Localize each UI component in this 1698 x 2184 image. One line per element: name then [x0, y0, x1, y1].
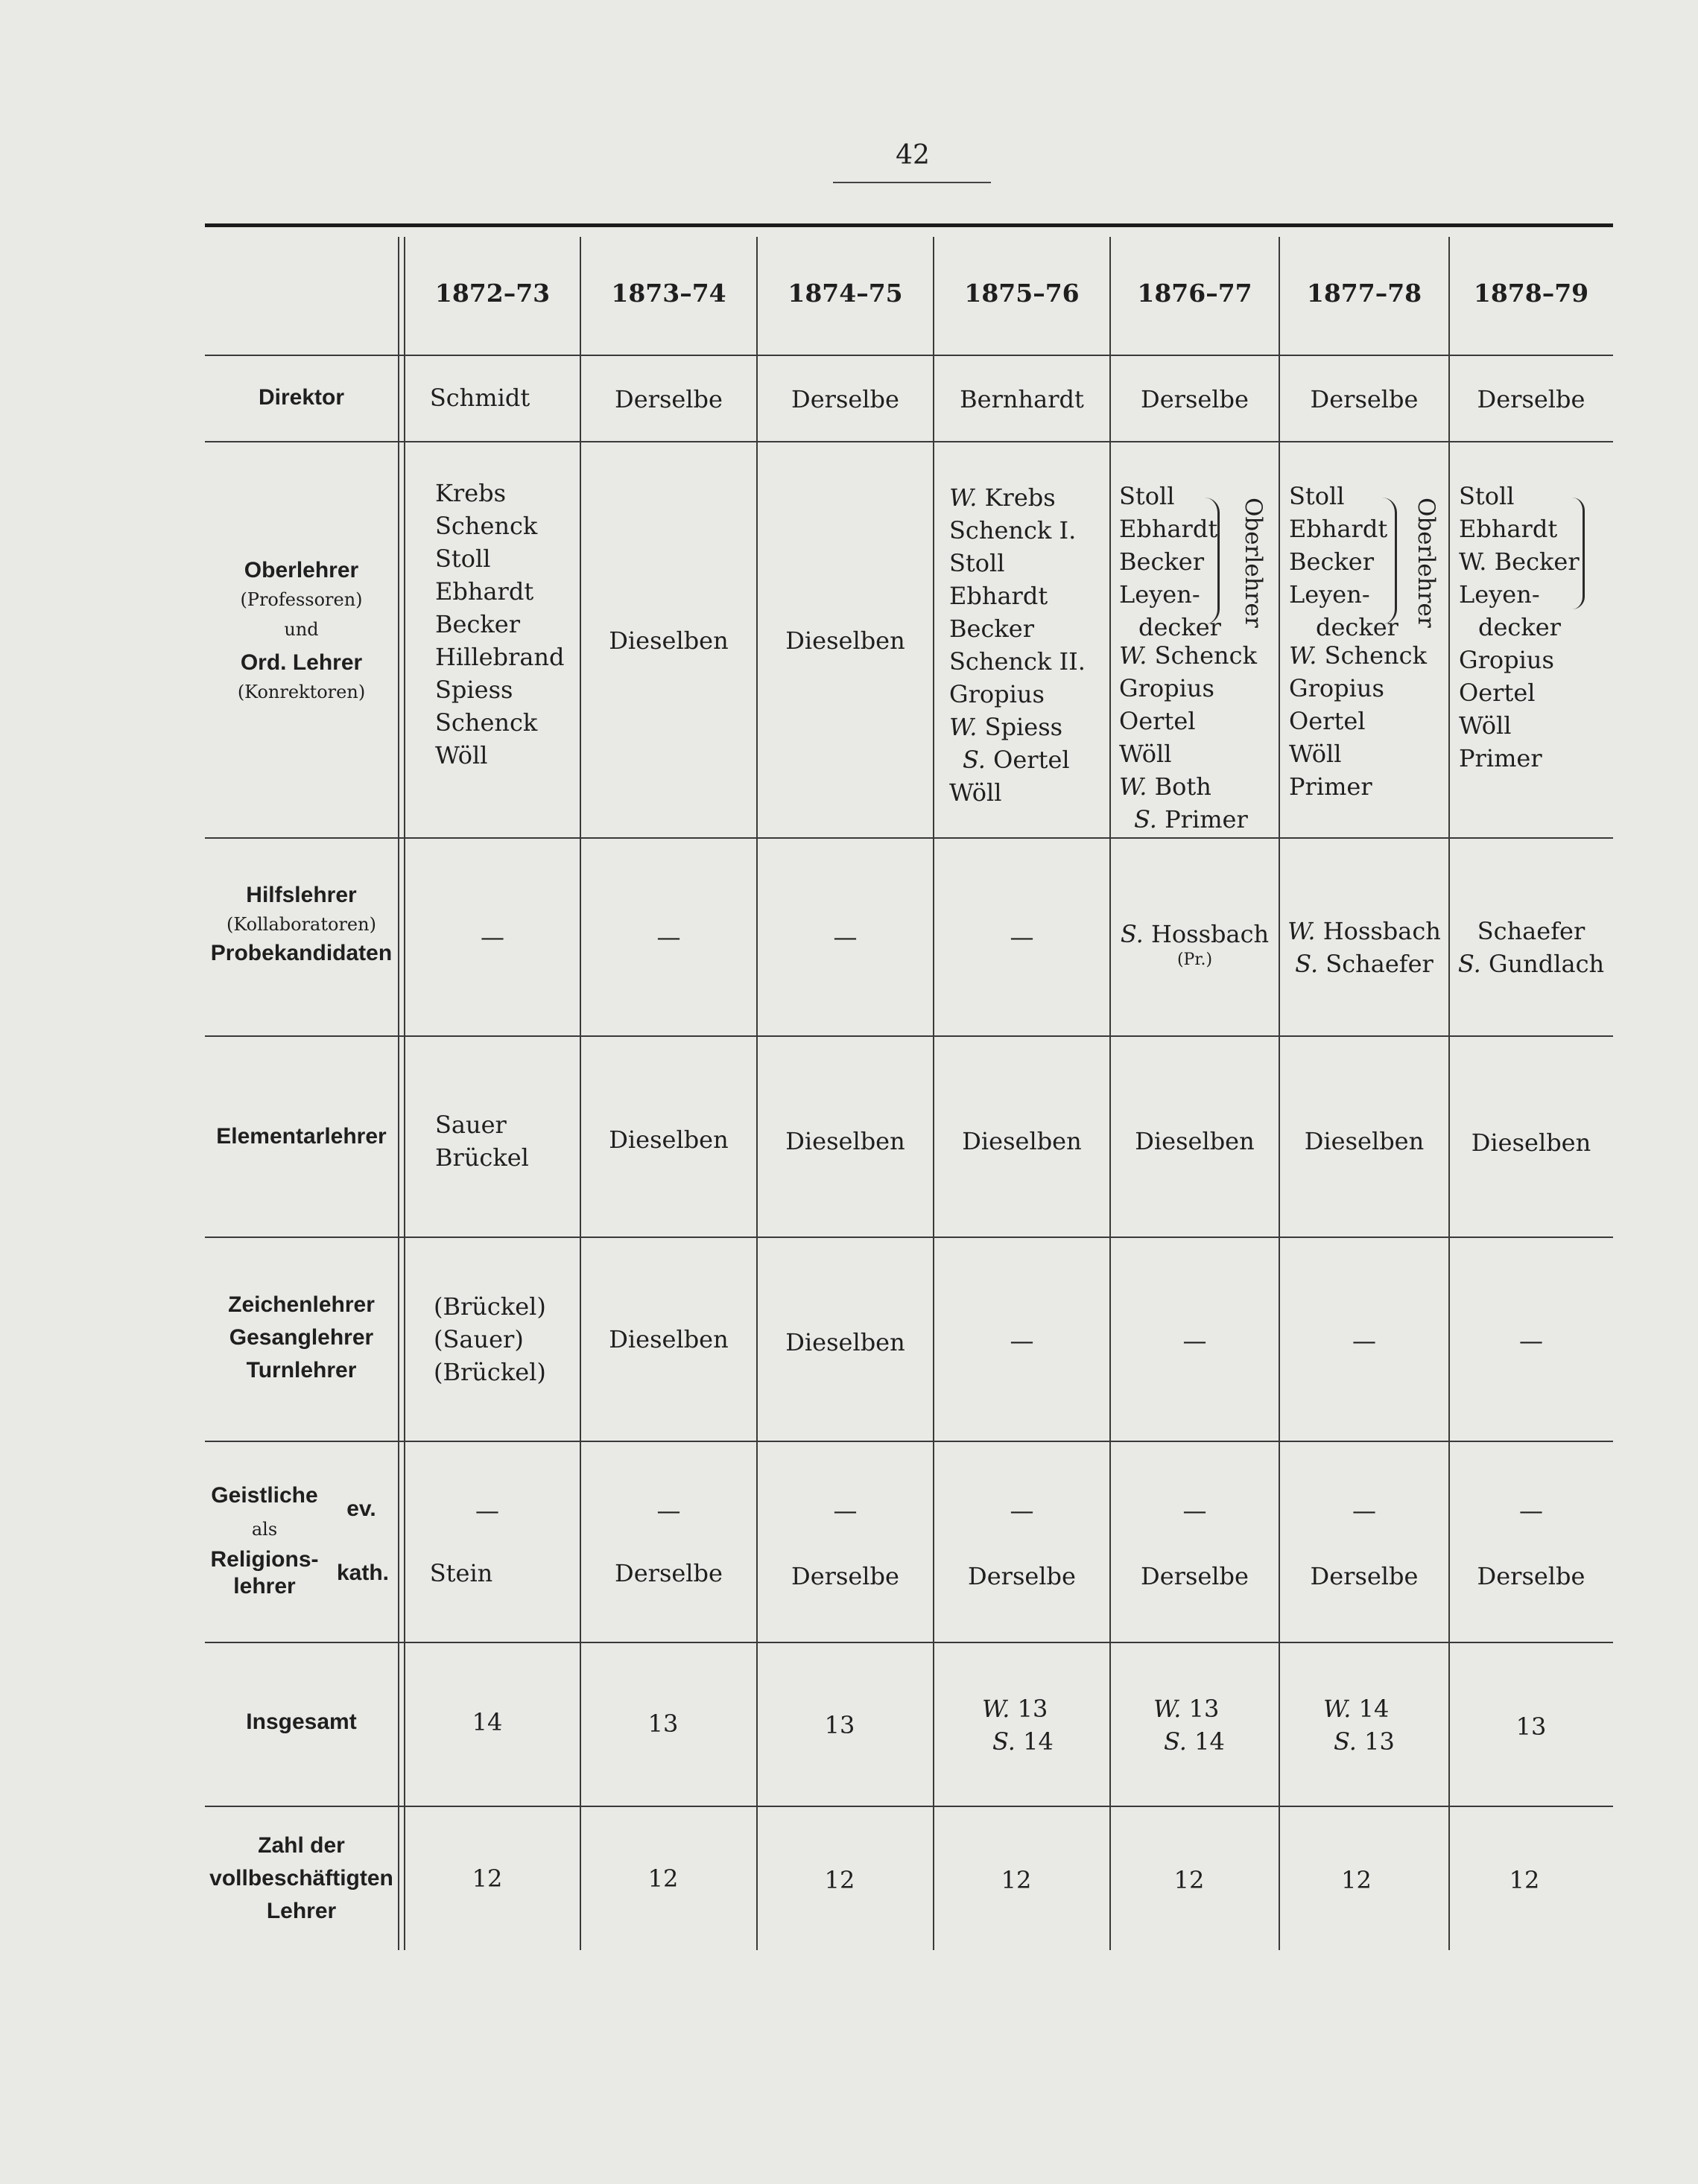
hilfslehrer-name: Schaefer	[1477, 917, 1585, 945]
column-divider	[933, 237, 934, 1950]
teacher-name: Ebhardt	[1459, 515, 1558, 543]
geistliche-ev-1875: —	[1010, 1496, 1034, 1525]
label-turnlehrer: Turnlehrer	[246, 1358, 357, 1383]
elementarlehrer-cell-1877: Dieselben	[1304, 1127, 1425, 1155]
hilfslehrer-cell-1872: —	[481, 923, 504, 951]
elementarlehrer-cell-1878: Dieselben	[1471, 1128, 1591, 1157]
year-header: 1875–76	[964, 279, 1080, 308]
oberlehrer-vertical-label-1877: Oberlehrer	[1413, 498, 1439, 628]
insgesamt-1874: 13	[824, 1711, 855, 1739]
geistliche-ev-1872: —	[475, 1496, 499, 1525]
label-lehrer: lehrer	[233, 1574, 296, 1599]
label-konrektoren: (Konrektoren)	[237, 682, 366, 702]
teacher-name: Primer	[1459, 744, 1542, 772]
teacher-name: decker	[1316, 613, 1398, 641]
teacher-name: Hillebrand	[435, 643, 565, 671]
year-header: 1877–78	[1306, 279, 1422, 308]
direktor-cell: Derselbe	[615, 385, 723, 413]
teacher-name: Oertel	[1289, 707, 1366, 735]
teacher-name: Oertel	[1119, 707, 1196, 735]
label-oberlehrer: Oberlehrer	[244, 558, 359, 582]
column-divider	[404, 237, 405, 1950]
teacher-name: decker	[1138, 613, 1221, 641]
teacher-name: Becker	[435, 610, 520, 638]
elementarlehrer-list-1872	[435, 1108, 529, 1174]
geistliche-ev-1873: —	[656, 1496, 681, 1525]
teacher-surname: Hossbach	[1151, 920, 1270, 948]
teacher-surname: Both	[1154, 772, 1211, 801]
count: 13	[1188, 1695, 1220, 1723]
oberlehrer-list-1878	[1459, 480, 1580, 775]
vollbeschaeftigt-1877: 12	[1341, 1866, 1372, 1894]
teacher-name: Wöll	[1119, 740, 1172, 768]
page-number-rule	[833, 182, 991, 183]
brace-1876	[1204, 498, 1220, 624]
insgesamt-1877	[1323, 1692, 1395, 1758]
teacher-name: Leyen-	[1459, 580, 1540, 609]
year-header: 1874–75	[788, 279, 903, 308]
oberlehrer-cell-1874: Dieselben	[785, 626, 905, 655]
label-lehrer: Lehrer	[266, 1899, 337, 1923]
teacher-surname: Schenck	[1324, 641, 1427, 670]
teacher-name: Stoll	[1289, 482, 1345, 510]
zeichenlehrer-cell-1878: —	[1519, 1327, 1543, 1355]
geistliche-kath-1873: Derselbe	[615, 1559, 723, 1587]
teacher-name: Ebhardt	[1119, 515, 1218, 543]
teacher-name: Becker	[1119, 547, 1204, 576]
column-divider	[1448, 237, 1450, 1950]
label-vollbeschaeftigten: vollbeschäftigten	[209, 1866, 393, 1891]
hilfslehrer-cell-1873: —	[656, 923, 681, 951]
label-hilfslehrer: Hilfslehrer	[246, 883, 357, 907]
geistliche-kath-1875: Derselbe	[968, 1562, 1076, 1590]
row-divider	[205, 1441, 1613, 1442]
teacher-name: Gropius	[1119, 674, 1214, 702]
column-divider	[398, 237, 399, 1950]
zeichenlehrer-list-1872	[434, 1290, 546, 1388]
hilfslehrer-name	[1280, 947, 1448, 980]
hilfslehrer-cell-1877	[1280, 915, 1448, 980]
teacher-name: (Brückel)	[434, 1358, 546, 1386]
teacher-name	[1119, 803, 1257, 836]
teacher-name: Schenck	[435, 708, 538, 737]
label-und: und	[284, 619, 319, 640]
label-professoren: (Professoren)	[240, 589, 363, 610]
teacher-name: Ebhardt	[435, 577, 534, 606]
label-geistliche: Geistliche	[211, 1483, 318, 1508]
teacher-name: Stoll	[949, 549, 1005, 577]
hilfslehrer-cell-1878	[1450, 915, 1612, 980]
geistliche-kath-1877: Derselbe	[1310, 1562, 1419, 1590]
row-label-oberlehrer	[205, 554, 398, 705]
column-divider	[1109, 237, 1111, 1950]
teacher-surname: Krebs	[984, 483, 1056, 512]
insgesamt-summer	[982, 1725, 1054, 1758]
semester-prefix: S.	[1334, 1727, 1357, 1756]
insgesamt-winter	[1153, 1692, 1225, 1725]
insgesamt-1878: 13	[1515, 1712, 1547, 1741]
teacher-name	[1289, 639, 1427, 672]
teacher-surname: Primer	[1165, 805, 1248, 834]
semester-prefix: W.	[982, 1695, 1010, 1723]
teacher-name: Wöll	[949, 778, 1002, 807]
teacher-name: Schenck II.	[949, 647, 1086, 676]
teacher-name: Krebs	[435, 479, 507, 507]
semester-prefix: S.	[1295, 950, 1319, 978]
year-header: 1873–74	[611, 279, 726, 308]
semester-prefix: W.	[949, 713, 978, 741]
row-label-vollbeschaeftigt	[205, 1829, 398, 1928]
elementarlehrer-cell-1873: Dieselben	[609, 1126, 729, 1154]
row-divider	[205, 1642, 1613, 1643]
teacher-name: Gropius	[1459, 646, 1554, 674]
vollbeschaeftigt-1872: 12	[472, 1864, 503, 1893]
label-probekandidaten: Probekandidaten	[210, 941, 393, 965]
insgesamt-1875	[982, 1692, 1054, 1758]
semester-prefix: W.	[949, 483, 978, 512]
zeichenlehrer-cell-1875: —	[1010, 1327, 1034, 1355]
hilfslehrer-cell-1876	[1111, 918, 1279, 970]
label-religions: Religions-	[210, 1547, 319, 1572]
vollbeschaeftigt-1874: 12	[824, 1866, 855, 1894]
semester-prefix: W.	[1153, 1695, 1182, 1723]
teacher-name	[949, 711, 1086, 743]
teacher-name: Stoll	[1119, 482, 1175, 510]
column-divider	[756, 237, 758, 1950]
oberlehrer-vertical-label-1876: Oberlehrer	[1240, 498, 1267, 628]
teacher-name: Becker	[949, 615, 1034, 643]
hilfslehrer-name	[1450, 947, 1612, 980]
row-label-elementarlehrer: Elementarlehrer	[216, 1124, 387, 1149]
elementarlehrer-cell-1874: Dieselben	[785, 1127, 905, 1155]
hilfslehrer-name	[1280, 915, 1448, 947]
year-header: 1876–77	[1137, 279, 1252, 308]
hilfslehrer-cell-1874: —	[833, 923, 858, 951]
teacher-name: Wöll	[1289, 740, 1342, 768]
table-top-rule	[205, 223, 1613, 227]
oberlehrer-cell-1873: Dieselben	[609, 626, 729, 655]
elementarlehrer-cell-1876: Dieselben	[1135, 1127, 1255, 1155]
teacher-name: Spiess	[435, 676, 513, 704]
teacher-name: (Brückel)	[434, 1292, 546, 1321]
geistliche-ev-1877: —	[1352, 1496, 1376, 1525]
semester-prefix: S.	[1120, 920, 1144, 948]
teacher-name: Leyen-	[1289, 580, 1370, 609]
teacher-name: Gropius	[1289, 674, 1384, 702]
teacher-name: W. Becker	[1459, 547, 1580, 576]
zeichenlehrer-cell-1874: Dieselben	[785, 1328, 905, 1356]
teacher-name: Stoll	[1459, 482, 1515, 510]
elementarlehrer-cell-1875: Dieselben	[962, 1127, 1082, 1155]
vollbeschaeftigt-1878: 12	[1509, 1866, 1540, 1894]
teacher-name: (Sauer)	[434, 1325, 524, 1353]
teacher-surname: Hossbach	[1322, 917, 1441, 945]
semester-prefix: W.	[1287, 917, 1316, 945]
brace-1878	[1572, 498, 1585, 609]
geistliche-ev-1874: —	[833, 1496, 858, 1525]
oberlehrer-rest-1876	[1119, 639, 1257, 836]
semester-prefix: W.	[1289, 641, 1317, 670]
oberlehrer-rest-1877	[1289, 639, 1427, 803]
geistliche-kath-1872: Stein	[429, 1559, 493, 1587]
teacher-name: Sauer	[435, 1111, 507, 1139]
row-divider	[205, 441, 1613, 442]
insgesamt-1873: 13	[647, 1710, 679, 1738]
geistliche-kath-1876: Derselbe	[1141, 1562, 1249, 1590]
probekandidat-note: (Pr.)	[1176, 950, 1213, 969]
column-divider	[580, 237, 581, 1950]
teacher-name: Schenck	[435, 512, 538, 540]
direktor-cell: Derselbe	[1477, 385, 1585, 413]
teacher-surname: Gundlach	[1489, 950, 1605, 978]
teacher-name	[1119, 770, 1257, 803]
oberlehrer-list-1875	[949, 481, 1086, 809]
teacher-surname: Schenck	[1154, 641, 1257, 670]
oberlehrer-list-1872	[435, 477, 565, 772]
row-label-insgesamt: Insgesamt	[246, 1710, 357, 1734]
teacher-name	[1119, 639, 1257, 672]
year-header: 1872–73	[434, 279, 551, 308]
row-divider	[205, 355, 1613, 356]
insgesamt-winter	[982, 1692, 1054, 1725]
teacher-surname: Spiess	[984, 713, 1063, 741]
teacher-name: Gropius	[949, 680, 1045, 708]
label-ev: ev.	[346, 1496, 376, 1521]
count: 13	[1364, 1727, 1395, 1756]
hilfslehrer-name	[1111, 918, 1279, 950]
direktor-cell: Schmidt	[429, 384, 530, 412]
row-divider	[205, 837, 1613, 839]
zeichenlehrer-cell-1873: Dieselben	[609, 1325, 729, 1353]
semester-prefix: S.	[1164, 1727, 1187, 1756]
teacher-name: Primer	[1289, 772, 1372, 801]
geistliche-ev-1878: —	[1519, 1496, 1543, 1525]
semester-prefix: W.	[1119, 641, 1147, 670]
vollbeschaeftigt-1875: 12	[1001, 1866, 1032, 1894]
teacher-surname: Oertel	[993, 746, 1070, 774]
geistliche-kath-1874: Derselbe	[791, 1562, 899, 1590]
vollbeschaeftigt-1876: 12	[1173, 1866, 1205, 1894]
teacher-name: Wöll	[1459, 711, 1512, 740]
semester-prefix: S.	[1457, 950, 1481, 978]
geistliche-kath-1878: Derselbe	[1477, 1562, 1585, 1590]
teacher-name: Ebhardt	[949, 582, 1048, 610]
label-kath: kath.	[336, 1561, 390, 1585]
column-divider	[1279, 237, 1280, 1950]
teacher-name: decker	[1478, 613, 1561, 641]
count: 14	[1194, 1727, 1225, 1756]
semester-prefix: S.	[1134, 805, 1157, 834]
label-als: als	[251, 1519, 278, 1540]
teacher-name	[949, 743, 1086, 776]
direktor-cell: Bernhardt	[960, 385, 1084, 413]
teacher-name: Stoll	[435, 545, 491, 573]
row-label-zeichenlehrer	[205, 1289, 398, 1387]
direktor-cell: Derselbe	[1141, 385, 1249, 413]
row-divider	[205, 1035, 1613, 1037]
direktor-cell: Derselbe	[791, 385, 899, 413]
row-divider	[205, 1237, 1613, 1238]
row-label-hilfslehrer	[205, 879, 398, 970]
semester-prefix: S.	[963, 746, 986, 774]
teacher-name: Schenck I.	[949, 516, 1077, 545]
teacher-name: Wöll	[435, 741, 488, 769]
teacher-name: Leyen-	[1119, 580, 1200, 609]
insgesamt-winter	[1323, 1692, 1395, 1725]
count: 14	[1358, 1695, 1390, 1723]
page-number: 42	[896, 140, 930, 171]
row-label-direktor: Direktor	[258, 385, 345, 410]
hilfslehrer-cell-1875: —	[1010, 923, 1034, 951]
teacher-name: Oertel	[1459, 679, 1536, 707]
teacher-name: Ebhardt	[1289, 515, 1388, 543]
insgesamt-1872: 14	[472, 1708, 503, 1736]
teacher-name: Brückel	[435, 1143, 529, 1172]
semester-prefix: W.	[1323, 1695, 1352, 1723]
zeichenlehrer-cell-1877: —	[1352, 1327, 1376, 1355]
brace-1877	[1381, 498, 1397, 624]
row-label-geistliche	[205, 1479, 324, 1600]
count: 14	[1023, 1727, 1054, 1756]
teacher-name: Becker	[1289, 547, 1374, 576]
label-zeichenlehrer: Zeichenlehrer	[228, 1292, 375, 1317]
count: 13	[1017, 1695, 1048, 1723]
direktor-cell: Derselbe	[1310, 385, 1419, 413]
insgesamt-1876	[1153, 1692, 1225, 1758]
teacher-name	[949, 481, 1086, 514]
insgesamt-summer	[1153, 1725, 1225, 1758]
teacher-surname: Schaefer	[1325, 950, 1434, 978]
semester-prefix: W.	[1119, 772, 1147, 801]
label-ord-lehrer: Ord. Lehrer	[240, 650, 363, 675]
row-divider	[205, 1806, 1613, 1807]
label-kollaboratoren: (Kollaboratoren)	[226, 914, 376, 935]
zeichenlehrer-cell-1876: —	[1182, 1327, 1207, 1355]
label-zahl-der: Zahl der	[258, 1833, 345, 1858]
year-header: 1878–79	[1473, 279, 1589, 308]
insgesamt-summer	[1323, 1725, 1395, 1758]
label-gesanglehrer: Gesanglehrer	[229, 1325, 374, 1350]
semester-prefix: S.	[992, 1727, 1016, 1756]
geistliche-ev-1876: —	[1182, 1496, 1207, 1525]
vollbeschaeftigt-1873: 12	[647, 1864, 679, 1893]
